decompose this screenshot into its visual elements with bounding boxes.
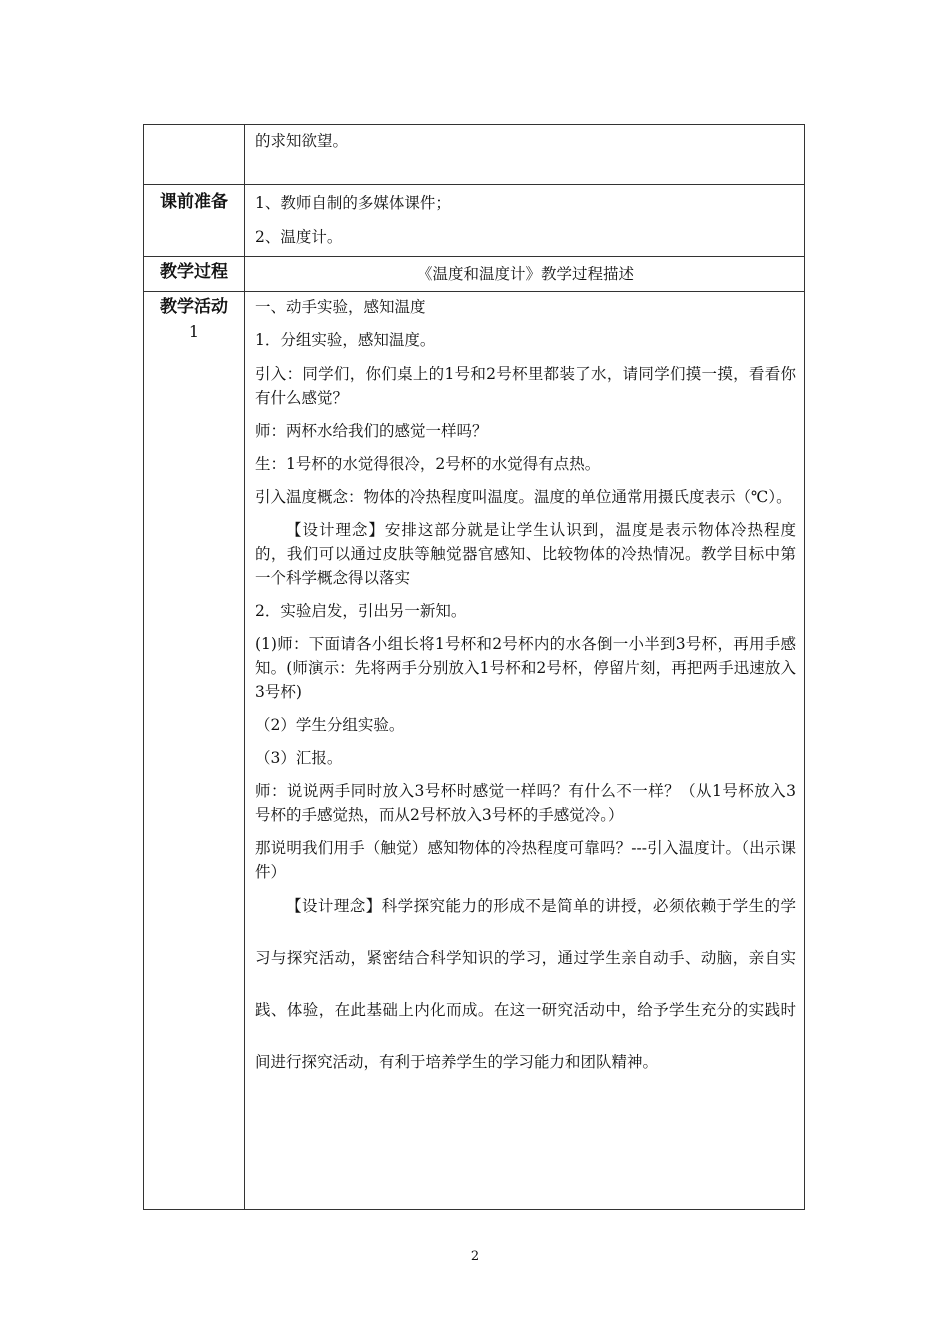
prep-label: 课前准备 — [160, 192, 228, 212]
activity-paragraph: 师：两杯水给我们的感觉一样吗？ — [255, 422, 488, 440]
activity-paragraph: 引入温度概念：物体的冷热程度叫温度。温度的单位通常用摄氏度表示（℃）。 — [255, 488, 792, 506]
activity-paragraph: 师：说说两手同时放入3号杯时感觉一样吗？有什么不一样？（从1号杯放入3号杯的手感觉热，而从2号杯放入3号杯的手感觉冷。） — [255, 782, 796, 824]
activity-heading: 一、动手实验，感知温度 — [255, 298, 426, 316]
activity-label: 教学活动 — [160, 297, 228, 317]
activity-content-cell — [245, 292, 805, 1210]
process-title: 《温度和温度计》教学过程描述 — [416, 265, 634, 283]
table-row-prep — [144, 185, 805, 257]
table-row-activity — [144, 292, 805, 1210]
intro-content-cell — [245, 125, 805, 185]
intro-text: 的求知欲望。 — [255, 132, 349, 150]
prep-content-cell — [245, 185, 805, 257]
table-row-process — [144, 257, 805, 292]
activity-label-cell — [144, 292, 245, 1210]
activity-paragraph: 生：1号杯的水觉得很冷，2号杯的水觉得有点热。 — [255, 455, 601, 473]
process-title-cell — [245, 257, 805, 292]
prep-item-1: 1、教师自制的多媒体课件； — [255, 194, 451, 212]
activity-paragraph: （3）汇报。 — [255, 749, 343, 767]
table-row-intro — [144, 125, 805, 185]
design-note-1: 【设计理念】安排这部分就是让学生认识到，温度是表示物体冷热程度的，我们可以通过皮肤等触觉器官感知、比较物体的冷热情况。教学目标中第一个科学概念得以落实 — [255, 521, 796, 587]
activity-paragraph: （2）学生分组实验。 — [255, 716, 405, 734]
process-label-cell — [144, 257, 245, 292]
process-label: 教学过程 — [160, 262, 228, 282]
activity-paragraph: 那说明我们用手（触觉）感知物体的冷热程度可靠吗？---引入温度计。（出示课件） — [255, 839, 796, 881]
page-number: 2 — [470, 1249, 480, 1264]
design-note-2: 【设计理念】科学探究能力的形成不是简单的讲授，必须依赖于学生的学习与探究活动，紧密结合科学知识的学习，通过学生亲自动手、动脑，亲自实践、体验，在此基础上内化而成。在这一研究活动中，给予学生充分的实践时间进行探究活动，有利于培养学生的学习能力和团队精神。 — [255, 897, 796, 1071]
activity-number: 1 — [188, 322, 200, 341]
activity-subheading-2: 2．实验启发，引出另一新知。 — [255, 602, 467, 620]
prep-item-2: 2、温度计。 — [255, 228, 343, 246]
prep-label-cell — [144, 185, 245, 257]
activity-paragraph: 引入：同学们，你们桌上的1号和2号杯里都装了水，请同学们摸一摸，看看你有什么感觉？ — [255, 365, 796, 407]
intro-label-cell — [144, 125, 245, 185]
activity-paragraph: (1)师：下面请各小组长将1号杯和2号杯内的水各倒一小半到3号杯，再用手感知。(师演示：先将两手分别放入1号杯和2号杯，停留片刻，再把两手迅速放入3号杯) — [255, 635, 796, 701]
activity-subheading-1: 1．分组实验，感知温度。 — [255, 331, 436, 349]
lesson-table — [143, 124, 805, 1210]
